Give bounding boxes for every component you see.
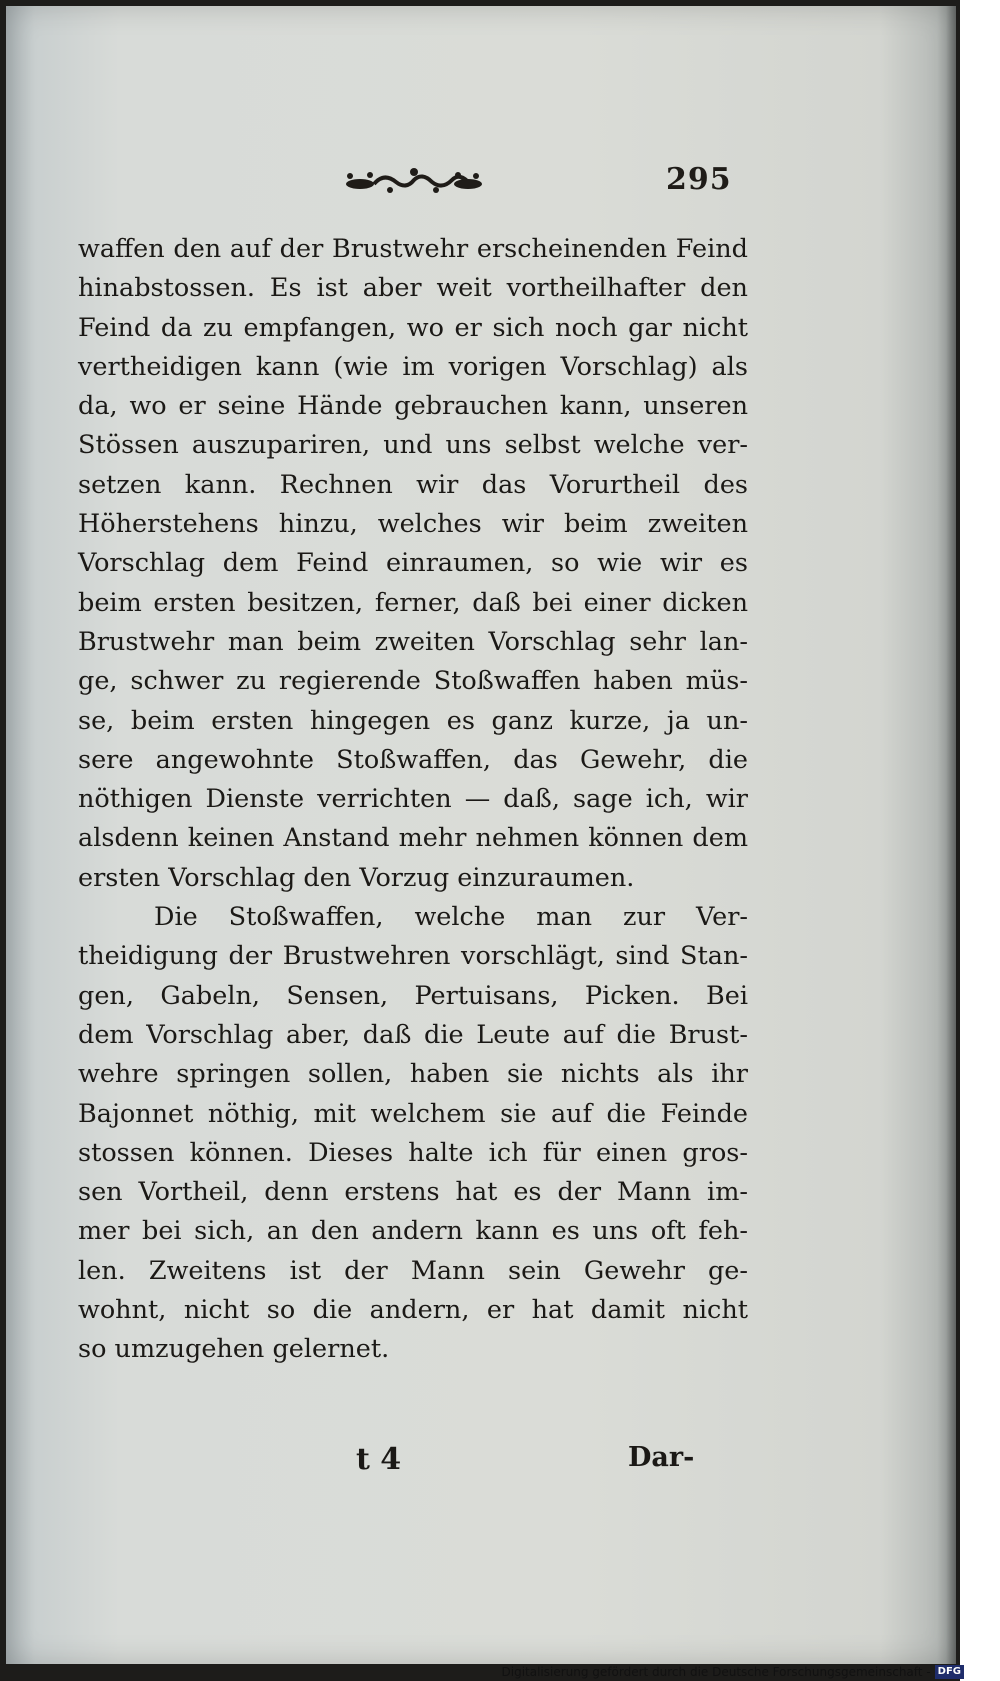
text-line: alsdenn keinen Anstand mehr nehmen können dem: [78, 823, 748, 854]
signature-mark: t 4: [356, 1442, 402, 1477]
text-line: Höherstehens hinzu, welches wir beim zweiten: [78, 509, 748, 540]
text-line: theidigung der Brustwehren vorschlägt, sind Stan-: [78, 941, 748, 972]
text-line: Bajonnet nöthig, mit welchem sie auf die Feinde: [78, 1098, 748, 1129]
text-line: Feind da zu empfangen, wo er sich noch gar nicht: [78, 312, 748, 343]
running-header: [328, 162, 734, 202]
text-line: ge, schwer zu regierende Stoßwaffen haben müs-: [78, 666, 748, 697]
text-line: sere angewohnte Stoßwaffen, das Gewehr, die: [78, 744, 748, 775]
text-line: sen Vortheil, denn erstens hat es der Mann im-: [78, 1177, 748, 1208]
text-line: Vorschlag dem Feind einraumen, so wie wir es: [78, 548, 748, 579]
text-line: Die Stoßwaffen, welche man zur Ver-: [154, 902, 748, 933]
book-page: [6, 6, 956, 1664]
text-line: so umzugehen gelernet.: [78, 1334, 390, 1365]
credit-text: Digitalisierung gefördert durch die Deutsche Forschungsgemeinschaft -: [501, 1665, 931, 1679]
text-line: gen, Gabeln, Sensen, Pertuisans, Picken. Bei: [78, 980, 748, 1011]
text-line: len. Zweitens ist der Mann sein Gewehr ge-: [78, 1255, 748, 1286]
text-line: ersten Vorschlag den Vorzug einzuraumen.: [78, 862, 635, 893]
catchword: Dar-: [628, 1442, 695, 1473]
text-line: wehre springen sollen, haben sie nichts als ihr: [78, 1059, 748, 1090]
body-text: [78, 230, 748, 1370]
digitization-credit: [502, 1665, 965, 1679]
text-line: stossen können. Dieses halte ich für einen gros-: [78, 1137, 748, 1168]
page-number: 295: [666, 162, 732, 197]
text-line: dem Vorschlag aber, daß die Leute auf die Brust-: [78, 1019, 748, 1050]
text-line: wohnt, nicht so die andern, er hat damit nicht: [78, 1295, 748, 1326]
text-line: nöthigen Dienste verrichten — daß, sage ich, wir: [78, 784, 748, 815]
text-line: setzen kann. Rechnen wir das Vorurtheil des: [78, 469, 748, 500]
ornament-vignette: [340, 162, 488, 200]
text-line: se, beim ersten hingegen es ganz kurze, ja un-: [78, 705, 748, 736]
text-line: beim ersten besitzen, ferner, daß bei einer dicken: [78, 587, 748, 618]
text-line: vertheidigen kann (wie im vorigen Vorschlag) als: [78, 351, 748, 382]
text-line: Brustwehr man beim zweiten Vorschlag sehr lan-: [78, 626, 748, 657]
text-line: waffen den auf der Brustwehr erscheinenden Feind: [78, 234, 748, 264]
text-line: da, wo er seine Hände gebrauchen kann, unseren: [78, 391, 748, 422]
text-line: hinabstossen. Es ist aber weit vortheilhafter den: [78, 273, 748, 304]
dfg-logo: DFG: [935, 1665, 964, 1679]
text-line: mer bei sich, an den andern kann es uns oft feh-: [78, 1216, 748, 1247]
text-line: Stössen auszupariren, und uns selbst welche ver-: [78, 430, 748, 461]
